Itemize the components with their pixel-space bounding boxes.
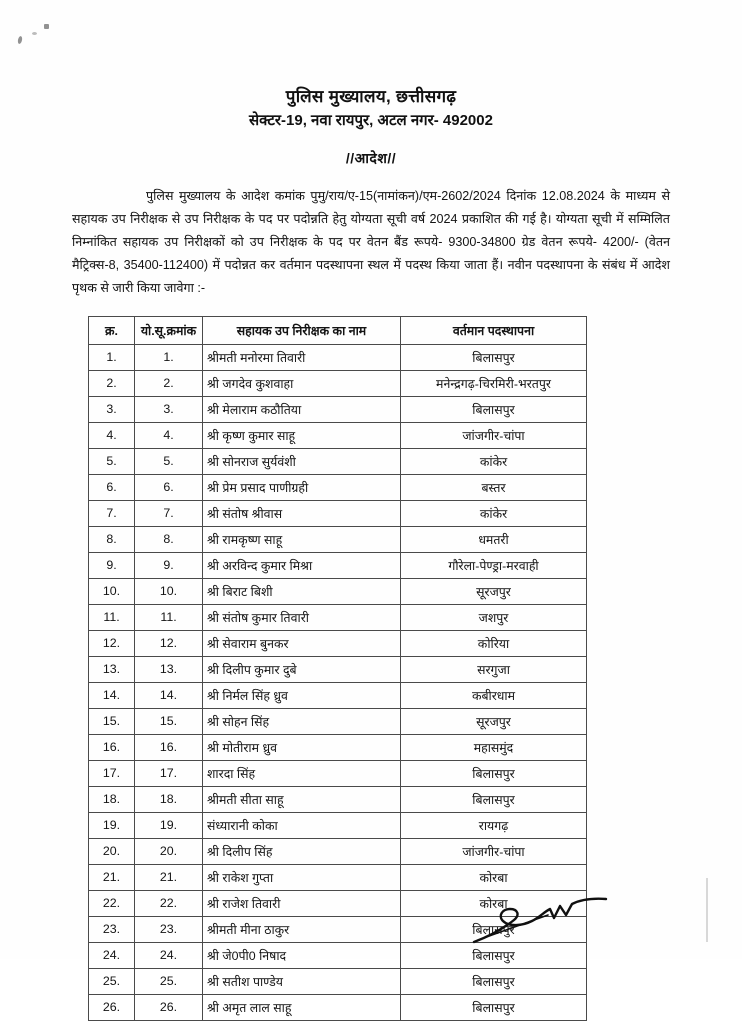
document-header: [0, 0, 742, 168]
cell-serial: 23.: [89, 916, 135, 942]
table-row: [89, 448, 587, 474]
cell-officer-name: श्री बिराट बिशी: [203, 578, 401, 604]
table-row: [89, 422, 587, 448]
cell-officer-name: श्री प्रेम प्रसाद पाणीग्रही: [203, 474, 401, 500]
cell-serial: 21.: [89, 864, 135, 890]
cell-current-posting: कोरबा: [401, 890, 587, 916]
cell-serial: 16.: [89, 734, 135, 760]
cell-serial: 6.: [89, 474, 135, 500]
cell-merit-no: 1.: [135, 344, 203, 370]
cell-current-posting: धमतरी: [401, 526, 587, 552]
table-row: [89, 552, 587, 578]
cell-current-posting: सरगुजा: [401, 656, 587, 682]
column-header-merit-no: यो.सू.क्रमांक: [135, 316, 203, 344]
cell-current-posting: बस्तर: [401, 474, 587, 500]
cell-officer-name: श्री मेलाराम कठौतिया: [203, 396, 401, 422]
cell-current-posting: महासमुंद: [401, 734, 587, 760]
cell-current-posting: बिलासपुर: [401, 916, 587, 942]
cell-serial: 1.: [89, 344, 135, 370]
cell-merit-no: 7.: [135, 500, 203, 526]
cell-merit-no: 9.: [135, 552, 203, 578]
cell-officer-name: श्री संतोष कुमार तिवारी: [203, 604, 401, 630]
cell-current-posting: बिलासपुर: [401, 396, 587, 422]
cell-current-posting: कोरिया: [401, 630, 587, 656]
cell-current-posting: बिलासपुर: [401, 942, 587, 968]
cell-merit-no: 2.: [135, 370, 203, 396]
table-row: [89, 344, 587, 370]
cell-officer-name: श्री सतीश पाण्डेय: [203, 968, 401, 994]
table-row: [89, 968, 587, 994]
cell-officer-name: श्री दिलीप सिंह: [203, 838, 401, 864]
cell-merit-no: 11.: [135, 604, 203, 630]
table-row: [89, 708, 587, 734]
table-row: [89, 812, 587, 838]
cell-officer-name: श्री कृष्ण कुमार साहू: [203, 422, 401, 448]
table-row: [89, 994, 587, 1020]
cell-current-posting: कोरबा: [401, 864, 587, 890]
cell-officer-name: श्री जगदेव कुशवाहा: [203, 370, 401, 396]
cell-current-posting: रायगढ़: [401, 812, 587, 838]
cell-serial: 24.: [89, 942, 135, 968]
cell-current-posting: मनेन्द्रगढ़-चिरमिरी-भरतपुर: [401, 370, 587, 396]
cell-serial: 19.: [89, 812, 135, 838]
cell-merit-no: 4.: [135, 422, 203, 448]
cell-serial: 25.: [89, 968, 135, 994]
cell-officer-name: श्री सेवाराम बुनकर: [203, 630, 401, 656]
table-row: [89, 370, 587, 396]
order-heading: //आदेश//: [345, 150, 397, 167]
scan-artifact-speckle: [44, 24, 49, 29]
cell-current-posting: जशपुर: [401, 604, 587, 630]
order-body-text: [72, 185, 670, 300]
column-header-name: सहायक उप निरीक्षक का नाम: [203, 316, 401, 344]
table-row: [89, 578, 587, 604]
cell-merit-no: 8.: [135, 526, 203, 552]
cell-officer-name: श्री राकेश गुप्ता: [203, 864, 401, 890]
table-row: [89, 604, 587, 630]
cell-serial: 26.: [89, 994, 135, 1020]
cell-current-posting: कबीरधाम: [401, 682, 587, 708]
cell-merit-no: 24.: [135, 942, 203, 968]
cell-current-posting: सूरजपुर: [401, 708, 587, 734]
cell-current-posting: जांजगीर-चांपा: [401, 422, 587, 448]
cell-officer-name: श्री जे0पी0 निषाद: [203, 942, 401, 968]
column-header-posting: वर्तमान पदस्थापना: [401, 316, 587, 344]
table-row: [89, 734, 587, 760]
table-row: [89, 474, 587, 500]
cell-serial: 14.: [89, 682, 135, 708]
cell-serial: 18.: [89, 786, 135, 812]
cell-officer-name: श्री दिलीप कुमार दुबे: [203, 656, 401, 682]
table-row: [89, 500, 587, 526]
cell-merit-no: 14.: [135, 682, 203, 708]
table-row: [89, 526, 587, 552]
cell-current-posting: बिलासपुर: [401, 786, 587, 812]
cell-current-posting: बिलासपुर: [401, 968, 587, 994]
organization-name: पुलिस मुख्यालय, छत्तीसगढ़: [285, 87, 457, 106]
table-row: [89, 760, 587, 786]
cell-merit-no: 5.: [135, 448, 203, 474]
authority-signature: [470, 896, 620, 948]
cell-serial: 11.: [89, 604, 135, 630]
cell-serial: 2.: [89, 370, 135, 396]
paragraph-content: पुलिस मुख्यालय के आदेश कमांक पुमु/राय/ए-15(नामांकन)/एम-2602/2024 दिनांक 12.08.2024 के माध्यम से सहायक उप निरीक्षक से उप निरीक्षक के पद पर पदोन्नति हेतु योग्यता सूची वर्ष 2024 प्रकाशित की गई है। योग्यता सूची में सम्मिलित निम्नांकित सहायक उप निरीक्षकों को उप निरीक्षक के पद पर वेतन बैंड रूपये- 9300-34800 ग्रेड वेतन रूपये- 4200/- (वेतन मैट्रिक्स-8, 35400-112400) में पदोन्नत कर वर्तमान पदस्थापना स्थल में पदस्थ किया जाता हैं। नवीन पदस्थापना के संबंध में आदेश पृथक से जारी किया जावेगा :-: [72, 189, 670, 296]
cell-merit-no: 26.: [135, 994, 203, 1020]
cell-serial: 10.: [89, 578, 135, 604]
cell-current-posting: बिलासपुर: [401, 994, 587, 1020]
cell-current-posting: बिलासपुर: [401, 760, 587, 786]
cell-merit-no: 12.: [135, 630, 203, 656]
cell-merit-no: 6.: [135, 474, 203, 500]
cell-serial: 12.: [89, 630, 135, 656]
cell-merit-no: 13.: [135, 656, 203, 682]
cell-merit-no: 20.: [135, 838, 203, 864]
cell-merit-no: 25.: [135, 968, 203, 994]
cell-officer-name: श्री राजेश तिवारी: [203, 890, 401, 916]
cell-merit-no: 16.: [135, 734, 203, 760]
order-paragraph: [72, 185, 670, 300]
cell-current-posting: बिलासपुर: [401, 344, 587, 370]
table-header-row: [89, 316, 587, 344]
cell-serial: 3.: [89, 396, 135, 422]
cell-serial: 20.: [89, 838, 135, 864]
cell-officer-name: श्री निर्मल सिंह ध्रुव: [203, 682, 401, 708]
cell-officer-name: श्री अमृत लाल साहू: [203, 994, 401, 1020]
table-header: [89, 316, 587, 344]
cell-merit-no: 18.: [135, 786, 203, 812]
cell-officer-name: श्रीमती सीता साहू: [203, 786, 401, 812]
cell-merit-no: 15.: [135, 708, 203, 734]
cell-serial: 15.: [89, 708, 135, 734]
table-row: [89, 864, 587, 890]
cell-merit-no: 17.: [135, 760, 203, 786]
cell-merit-no: 19.: [135, 812, 203, 838]
cell-merit-no: 10.: [135, 578, 203, 604]
cell-current-posting: कांकेर: [401, 500, 587, 526]
cell-current-posting: सूरजपुर: [401, 578, 587, 604]
cell-serial: 9.: [89, 552, 135, 578]
cell-officer-name: श्री रामकृष्ण साहू: [203, 526, 401, 552]
cell-officer-name: शारदा सिंह: [203, 760, 401, 786]
cell-officer-name: श्रीमती मनोरमा तिवारी: [203, 344, 401, 370]
table-row: [89, 396, 587, 422]
organization-address: सेक्टर-19, नवा रायपुर, अटल नगर- 492002: [249, 111, 493, 129]
cell-merit-no: 3.: [135, 396, 203, 422]
cell-officer-name: संध्यारानी कोका: [203, 812, 401, 838]
table-row: [89, 656, 587, 682]
cell-serial: 5.: [89, 448, 135, 474]
cell-merit-no: 21.: [135, 864, 203, 890]
scan-artifact-speckle: [32, 32, 37, 35]
cell-serial: 17.: [89, 760, 135, 786]
cell-current-posting: कांकेर: [401, 448, 587, 474]
cell-officer-name: श्रीमती मीना ठाकुर: [203, 916, 401, 942]
cell-serial: 22.: [89, 890, 135, 916]
table-row: [89, 630, 587, 656]
cell-officer-name: श्री सोनराज सुर्यवंशी: [203, 448, 401, 474]
cell-officer-name: श्री सोहन सिंह: [203, 708, 401, 734]
cell-serial: 4.: [89, 422, 135, 448]
cell-merit-no: 22.: [135, 890, 203, 916]
cell-officer-name: श्री अरविन्द कुमार मिश्रा: [203, 552, 401, 578]
scan-edge-line: [706, 878, 708, 942]
table-row: [89, 786, 587, 812]
cell-merit-no: 23.: [135, 916, 203, 942]
cell-serial: 7.: [89, 500, 135, 526]
table-row: [89, 838, 587, 864]
cell-serial: 8.: [89, 526, 135, 552]
cell-current-posting: जांजगीर-चांपा: [401, 838, 587, 864]
table-row: [89, 682, 587, 708]
cell-serial: 13.: [89, 656, 135, 682]
cell-officer-name: श्री मोतीराम ध्रुव: [203, 734, 401, 760]
cell-current-posting: गौरेला-पेण्ड्रा-मरवाही: [401, 552, 587, 578]
cell-officer-name: श्री संतोष श्रीवास: [203, 500, 401, 526]
column-header-serial: क्र.: [89, 316, 135, 344]
